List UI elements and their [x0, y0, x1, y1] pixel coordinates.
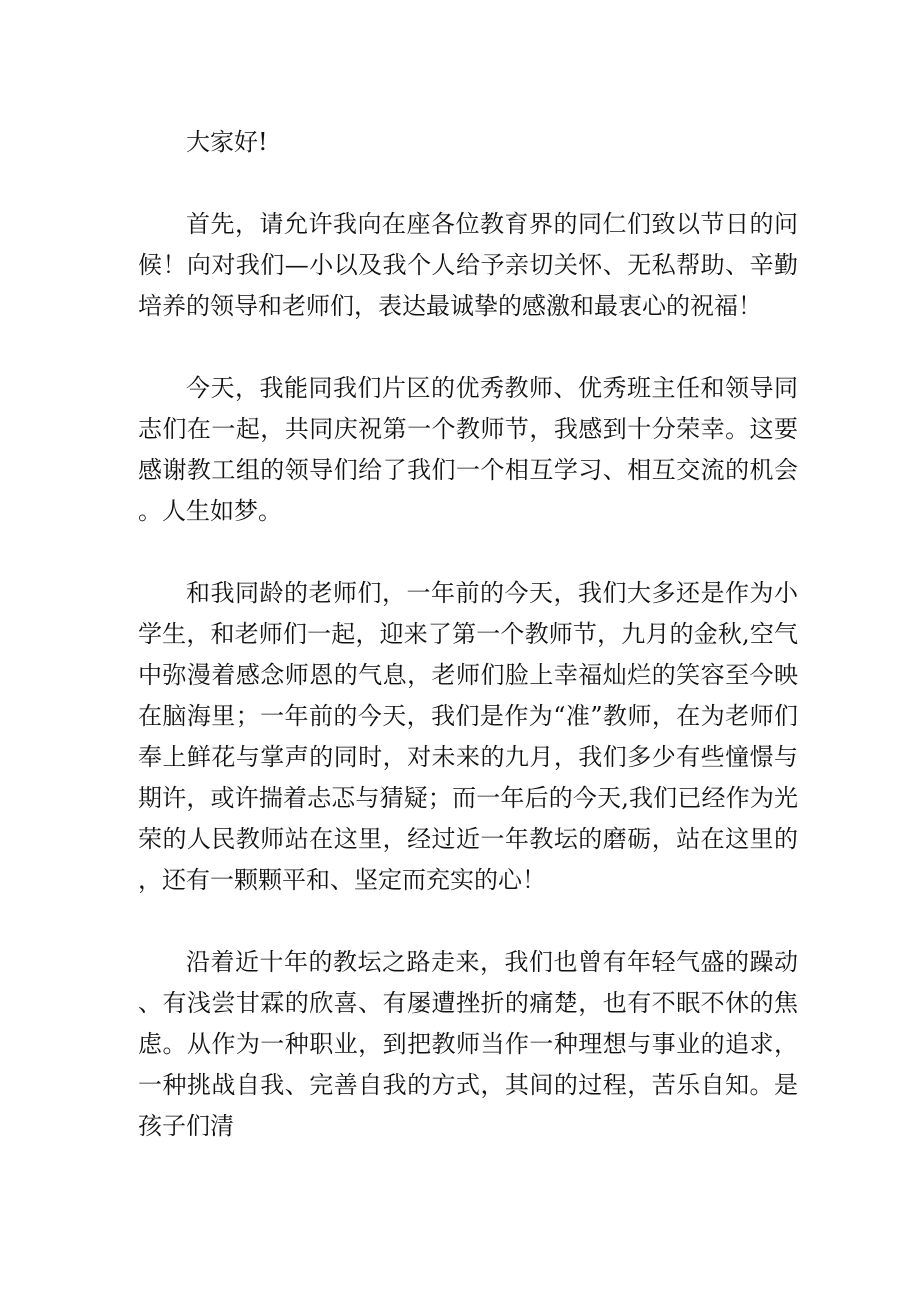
paragraph-3: 和我同龄的老师们，一年前的今天，我们大多还是作为小学生，和老师们一起，迎来了第一个教师节，九月的金秋,空气中弥漫着感念师恩的气息，老师们脸上幸福灿烂的笑容至今映在脑海里；一年前的今天，我们是作为“准”教师，在为老师们奉上鲜花与掌声的同时，对未来的九月，我们多少有些憧憬与期许，或许揣着忐忑与猜疑；而一年后的今天,我们已经作为光荣的人民教师站在这里，经过近一年教坛的磨砺，站在这里的，还有一颗颗平和、坚定而充实的心！ — [138, 579, 798, 894]
paragraph-1: 首先，请允许我向在座各位教育界的同仁们致以节日的问候！向对我们—小以及我个人给予亲切关怀、无私帮助、辛勤培养的领导和老师们，表达最诚挚的感激和最衷心的祝福！ — [138, 210, 798, 320]
greeting-paragraph: 大家好! — [186, 128, 268, 156]
speech-text — [138, 122, 798, 1188]
paragraph-4: 沿着近十年的教坛之路走来，我们也曾有年轻气盛的躁动、有浅尝甘霖的欣喜、有屡遭挫折的痛楚，也有不眠不休的焦虑。从作为一种职业，到把教师当作一种理想与事业的追求，一种挑战自我、完善自我的方式，其间的过程，苦乐自知。是孩子们清 — [138, 948, 798, 1140]
paragraph-2: 今天，我能同我们片区的优秀教师、优秀班主任和领导同志们在一起，共同庆祝第一个教师节，我感到十分荣幸。这要感谢教工组的领导们给了我们一个相互学习、相互交流的机会。人生如梦。 — [138, 374, 798, 525]
